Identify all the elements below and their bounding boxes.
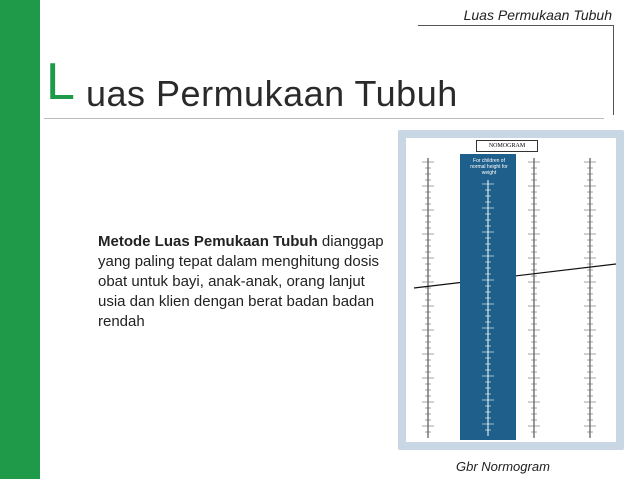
nomogram-inner — [406, 138, 616, 442]
image-caption: Gbr Normogram — [456, 459, 550, 474]
right-rule — [613, 25, 614, 115]
nomogram-image — [398, 130, 624, 450]
nomogram-blue-label: For children of normal height for weight — [470, 158, 508, 176]
green-side-bar — [0, 0, 40, 479]
page-title: uas Permukaan Tubuh — [86, 73, 458, 114]
header-label: Luas Permukaan Tubuh — [463, 7, 612, 23]
body-text: dianggap yang paling tepat dalam menghitung dosis obat untuk bayi, anak-anak, orang lanjut usia dan klien dengan berat badan badan rendah — [98, 233, 384, 330]
nomogram-blue-panel — [460, 154, 516, 440]
body-bold-heading: Metode Luas Pemukaan Tubuh — [98, 233, 318, 250]
title-underline — [44, 118, 604, 119]
header-rule — [418, 25, 614, 26]
blue-panel-scale — [460, 154, 516, 440]
body-paragraph — [98, 232, 388, 332]
nomogram-title: NOMOGRAM — [476, 140, 538, 152]
side-bar-gap — [40, 0, 43, 479]
title-initial: L — [46, 53, 75, 111]
